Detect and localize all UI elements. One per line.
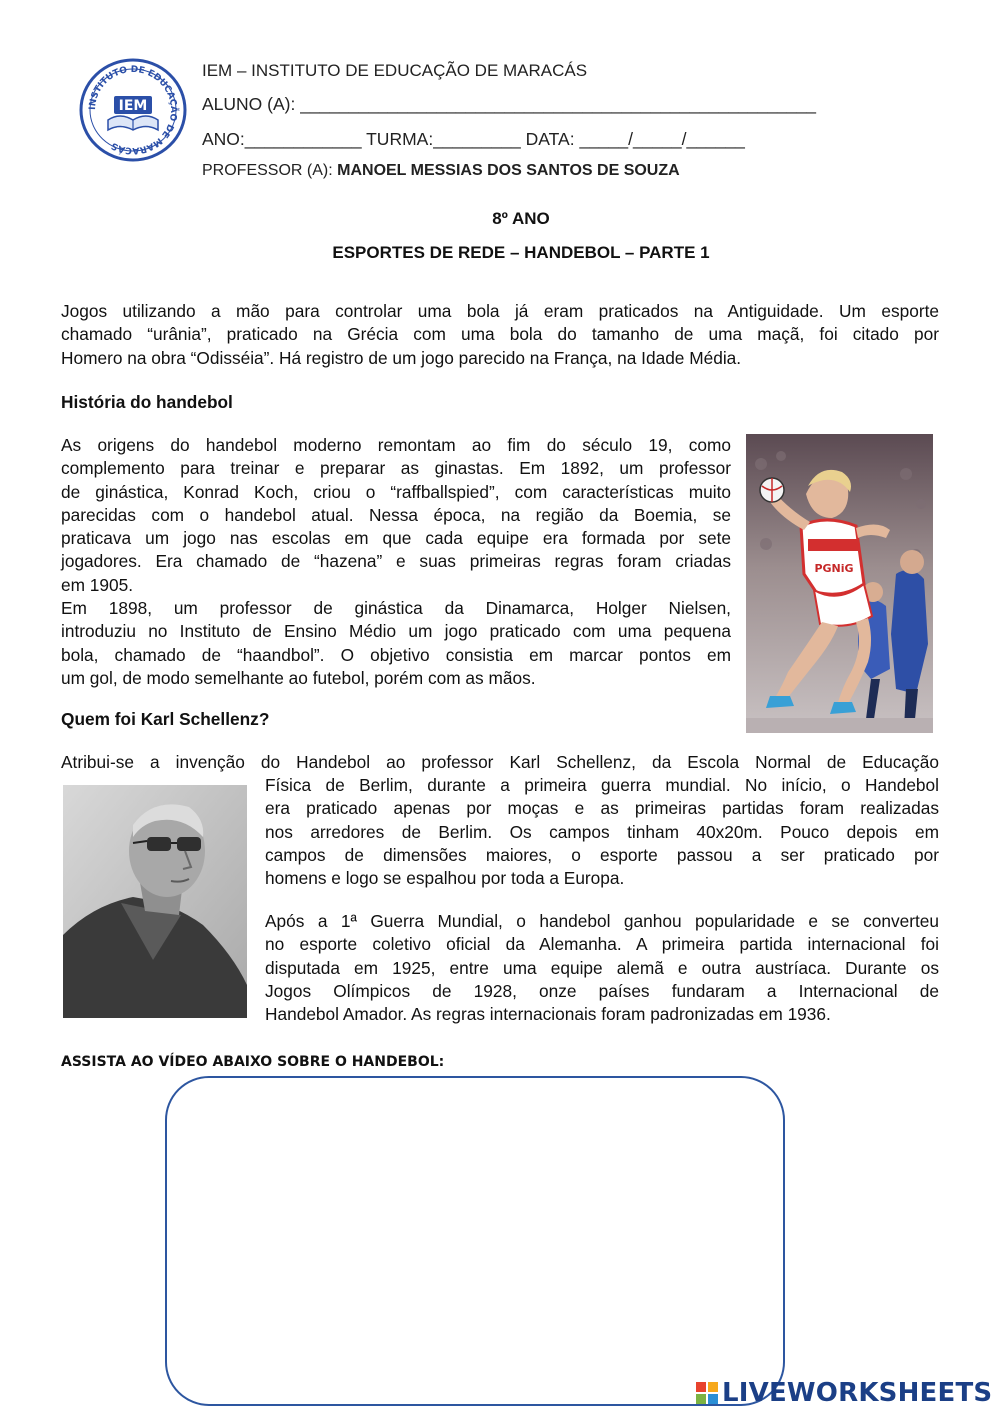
history-line: bola, chamado de “haandbol”. O objetivo consistia em marcar pontos em: [61, 644, 731, 665]
jersey-text: PGNiG: [814, 562, 854, 575]
history-line: introduziu no Instituto de Ensino Médio um jogo praticado com uma pequena: [61, 621, 731, 642]
karl-first-line: Atribui-se a invenção do Handebol ao professor Karl Schellenz, da Escola Normal de Educação: [61, 752, 939, 772]
grid-square: [696, 1394, 706, 1404]
history-line: um gol, de modo semelhante ao futebol, porém com as mãos.: [61, 667, 536, 688]
intro-line: Jogos utilizando a mão para controlar uma bola já eram praticados na Antiguidade. Um esporte: [61, 301, 939, 321]
page-title: ESPORTES DE REDE – HANDEBOL – PARTE 1: [332, 243, 710, 262]
teacher-line: [202, 162, 680, 180]
history-heading: História do handebol: [61, 392, 233, 412]
karl-line: Física de Berlim, durante a primeira guerra mundial. No início, o Handebol: [265, 775, 939, 795]
karl-paragraph-1: [265, 774, 939, 890]
history-line: jogadores. Era chamado de “hazena” e suas primeiras regras foram criadas: [61, 551, 731, 572]
student-name-field[interactable]: ALUNO (A): _____________________________________________________: [202, 94, 817, 114]
history-line: As origens do handebol moderno remontam ao fim do século 19, como: [61, 435, 731, 455]
karl-schellenz-photo: [63, 785, 247, 1018]
intro-paragraph: [61, 300, 939, 370]
karl-line: Após a 1ª Guerra Mundial, o handebol ganhou popularidade e se converteu: [265, 911, 939, 931]
institution-name: IEM – INSTITUTO DE EDUCAÇÃO DE MARACÁS: [202, 61, 588, 80]
karl-line: Handebol Amador. As regras internacionais foram padronizadas em 1936.: [265, 1004, 831, 1025]
teacher-label: PROFESSOR (A):: [202, 162, 338, 179]
karl-line: disputada em 1925, entre uma equipe alemã e outra austríaca. Durante os: [265, 957, 939, 978]
karl-first-line-block: [61, 751, 939, 774]
history-line: parecidas com o handebol atual. Nessa época, na região da Boemia, se: [61, 504, 731, 525]
liveworksheets-grid-icon: [696, 1382, 718, 1404]
karl-line: campos de dimensões maiores, o esporte passou a ser praticado por: [265, 844, 939, 865]
teacher-name: MANOEL MESSIAS DOS SANTOS DE SOUZA: [337, 162, 680, 179]
karl-line: no esporte coletivo oficial da Alemanha. A primeira partida internacional foi: [265, 934, 939, 955]
year-class-date-field[interactable]: ANO:____________ TURMA:_________ DATA: _____/_____/______: [202, 129, 745, 149]
history-line: em 1905.: [61, 574, 134, 595]
logo-text: IEM: [118, 98, 148, 114]
history-line: de ginástica, Konrad Koch, criou o “raffballspied”, com características muito: [61, 481, 731, 502]
video-heading: ASSISTA AO VÍDEO ABAIXO SOBRE O HANDEBOL:: [61, 1054, 445, 1070]
video-embed-box[interactable]: [165, 1076, 785, 1406]
grid-square: [696, 1382, 706, 1392]
grid-square: [708, 1382, 718, 1392]
liveworksheets-logo: [696, 1376, 992, 1410]
logo-ring-text: INSTITUTO DE EDUCAÇÃO DE MARACÁS: [87, 64, 179, 156]
karl-line: era praticado apenas por moças e as primeiras partidas foram realizadas: [265, 798, 939, 819]
karl-line: Jogos Olímpicos de 1928, onze países fundaram a Internacional de: [265, 980, 939, 1001]
history-line: praticava um jogo nas escolas em que cada equipe era formada por sete: [61, 528, 731, 549]
grid-square: [708, 1394, 718, 1404]
intro-line: chamado “urânia”, praticado na Grécia com uma bola do tamanho de uma maçã, foi citado por: [61, 324, 939, 345]
history-paragraph: [61, 434, 731, 690]
karl-paragraph-2: [265, 910, 939, 1026]
history-line: Em 1898, um professor de ginástica da Dinamarca, Holger Nielsen,: [61, 598, 731, 619]
handball-player-photo: [746, 434, 933, 733]
grade-title: 8º ANO: [492, 209, 550, 228]
history-line: complemento para treinar e preparar as ginastas. Em 1892, um professor: [61, 458, 731, 479]
karl-heading: Quem foi Karl Schellenz?: [61, 709, 270, 729]
karl-line: homens e logo se espalhou por toda a Europa.: [265, 868, 625, 889]
intro-line: Homero na obra “Odisséia”. Há registro de um jogo parecido na França, na Idade Média.: [61, 347, 742, 368]
school-logo: [78, 58, 188, 162]
liveworksheets-text: LIVEWORKSHEETS: [722, 1378, 993, 1408]
karl-line: nos arredores de Berlim. Os campos tinham 40x20m. Pouco depois em: [265, 821, 939, 842]
